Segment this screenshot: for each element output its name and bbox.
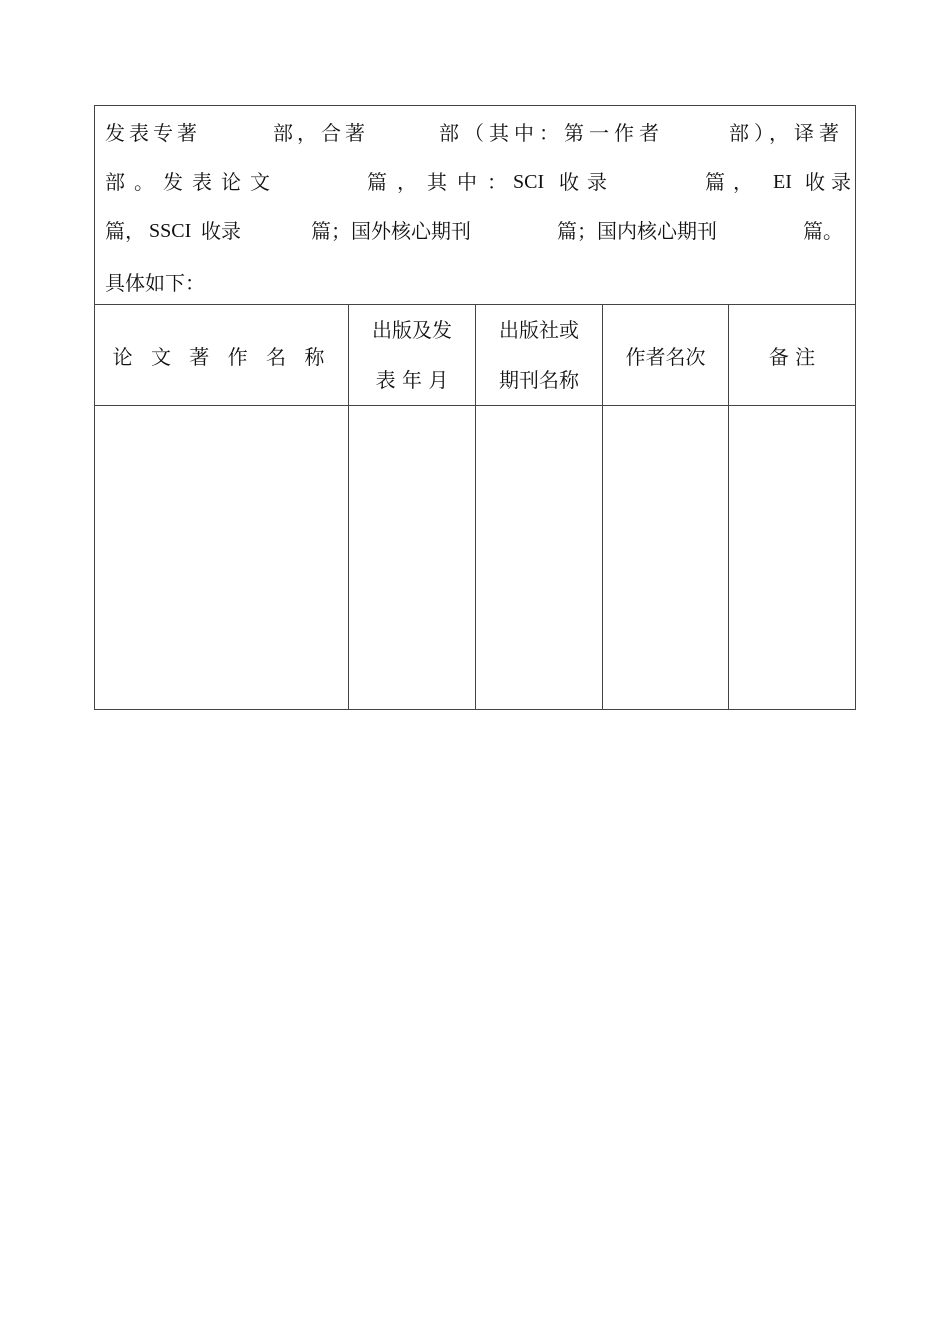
summary-text: 部。发表论文 xyxy=(105,170,279,194)
summary-text: 篇；国外核心期刊 xyxy=(311,219,471,243)
summary-text: 篇， xyxy=(105,219,145,243)
cell-title[interactable] xyxy=(95,406,348,709)
cell-remarks[interactable] xyxy=(729,406,855,709)
summary-text: EI xyxy=(773,171,792,193)
summary-text: 部，合著 xyxy=(273,121,369,145)
header-publisher xyxy=(476,305,602,405)
header-author-rank xyxy=(603,305,728,405)
summary-text: 部），译著 xyxy=(729,121,844,145)
publication-summary xyxy=(95,106,855,305)
header-title-label: 论 文 著 作 名 称 xyxy=(112,344,331,369)
cell-publisher[interactable] xyxy=(476,406,602,709)
header-remarks xyxy=(729,305,855,405)
summary-text: 篇。 xyxy=(803,219,843,243)
header-title xyxy=(95,305,348,405)
summary-text: 篇；国内核心期刊 xyxy=(557,219,717,243)
summary-text: 部（其中：第一作者 xyxy=(439,121,664,145)
summary-text: 收录 xyxy=(201,219,241,243)
header-author-rank-label: 作者名次 xyxy=(625,344,706,369)
header-remarks-label: 备 注 xyxy=(768,344,816,369)
summary-text: 篇， xyxy=(705,170,761,194)
summary-text: 发表专著 xyxy=(105,121,201,145)
publication-form xyxy=(94,105,856,710)
header-publish-date xyxy=(349,305,475,405)
header-publish-date-label: 表 年 月 xyxy=(375,368,449,392)
header-publisher-label: 出版社或 xyxy=(499,318,579,342)
summary-text: 收录 xyxy=(559,170,615,194)
publication-table xyxy=(95,305,855,709)
header-publisher-label: 期刊名称 xyxy=(499,368,579,392)
cell-author-rank[interactable] xyxy=(603,406,728,709)
summary-text: 具体如下： xyxy=(105,271,205,295)
header-publish-date-label: 出版及发 xyxy=(372,318,452,342)
cell-publish-date[interactable] xyxy=(349,406,475,709)
summary-text: SCI xyxy=(513,171,545,193)
summary-text: 收录 xyxy=(805,170,857,194)
summary-text: SSCI xyxy=(149,220,192,242)
summary-text: 篇，其中： xyxy=(367,170,517,194)
